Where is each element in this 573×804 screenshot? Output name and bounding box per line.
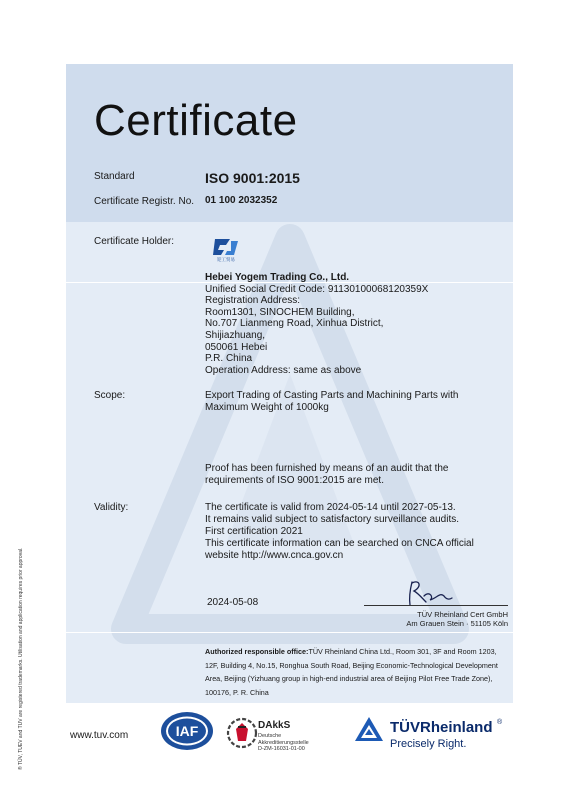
certificate-title: Certificate xyxy=(94,96,298,145)
dakks-sub-line: Deutsche xyxy=(258,733,282,739)
tuv-slogan: Precisely Right. xyxy=(390,738,467,750)
validity-line: This certificate information can be searched on CNCA official xyxy=(205,538,474,549)
authorized-office xyxy=(205,645,511,699)
holder-logo-icon xyxy=(212,236,240,262)
authorized-office-label: Authorized responsible office: xyxy=(205,647,309,656)
validity-line: The certificate is valid from 2024-05-14 until 2027-05-13. xyxy=(205,502,456,513)
trademark-note: ® TÜV, TUEV and TUV are registered trademarks. Utilisation and application requires prior approval. xyxy=(18,547,24,770)
signature-line xyxy=(364,605,508,606)
validity-line: It remains valid subject to satisfactory surveillance audits. xyxy=(205,514,459,525)
proof-line: Proof has been furnished by means of an audit that the xyxy=(205,463,449,474)
dakks-subtext xyxy=(258,733,328,753)
holder-logo-text: 迎工贸易 xyxy=(217,258,235,262)
holder-line: No.707 Lianmeng Road, Xinhua District, xyxy=(205,318,384,330)
iaf-logo-text: IAF xyxy=(175,723,199,739)
scope-line: Export Trading of Casting Parts and Machining Parts with xyxy=(205,390,459,401)
signature xyxy=(404,578,454,608)
holder-line: 050061 Hebei xyxy=(205,341,268,353)
tuv-triangle-logo-icon xyxy=(354,716,384,742)
website-link[interactable]: www.tuv.com xyxy=(70,730,129,741)
validity-line: website http://www.cnca.gov.cn xyxy=(205,550,344,561)
validity-label: Validity: xyxy=(94,502,129,513)
issuer-block xyxy=(364,610,508,628)
proof-line: requirements of ISO 9001:2015 are met. xyxy=(205,475,384,486)
holder-details xyxy=(205,272,505,376)
dakks-sub-line: D-ZM-16031-01-00 xyxy=(258,746,305,752)
scope-label: Scope: xyxy=(94,390,126,401)
iaf-logo-icon xyxy=(160,711,214,751)
registration-value: 01 100 2032352 xyxy=(205,195,278,206)
tuv-brand-name: TÜVRheinland xyxy=(390,719,493,736)
divider xyxy=(66,632,513,633)
holder-line: P.R. China xyxy=(205,353,253,365)
issuer-name: TÜV Rheinland Cert GmbH xyxy=(417,610,508,619)
holder-line: Registration Address: xyxy=(205,295,301,307)
tuv-registered-mark: ® xyxy=(497,719,503,726)
registration-label: Certificate Registr. No. xyxy=(94,196,195,207)
standard-value: ISO 9001:2015 xyxy=(205,170,300,186)
validity-line: First certification 2021 xyxy=(205,526,303,537)
holder-company-name: Hebei Yogem Trading Co., Ltd. xyxy=(205,272,350,283)
dakks-sub-line: Akkreditierungsstelle xyxy=(258,739,309,746)
holder-line: Unified Social Credit Code: 91130100068120359X xyxy=(205,283,429,295)
dakks-name: DAkkS xyxy=(258,720,291,731)
issuer-address: Am Grauen Stein · 51105 Köln xyxy=(406,619,508,628)
scope-line: Maximum Weight of 1000kg xyxy=(205,402,329,413)
holder-line: Shijiazhuang, xyxy=(205,329,266,341)
standard-label: Standard xyxy=(94,171,135,182)
issue-date: 2024-05-08 xyxy=(207,597,259,608)
holder-label: Certificate Holder: xyxy=(94,236,175,247)
authorized-office-text: TÜV Rheinland China Ltd., Room 301, 3F and Room 1203, 12F, Building 4, No.15, Ronghua South Road, Beijing Economic-Technological Development Area, Beijing (Yizhuang group in high-end industrial area of Beijing Pilot Free Trade Zone), 100176, P. R. China xyxy=(205,647,498,697)
holder-line: Operation Address: same as above xyxy=(205,364,362,376)
holder-line: Room1301, SINOCHEM Building, xyxy=(205,306,355,318)
